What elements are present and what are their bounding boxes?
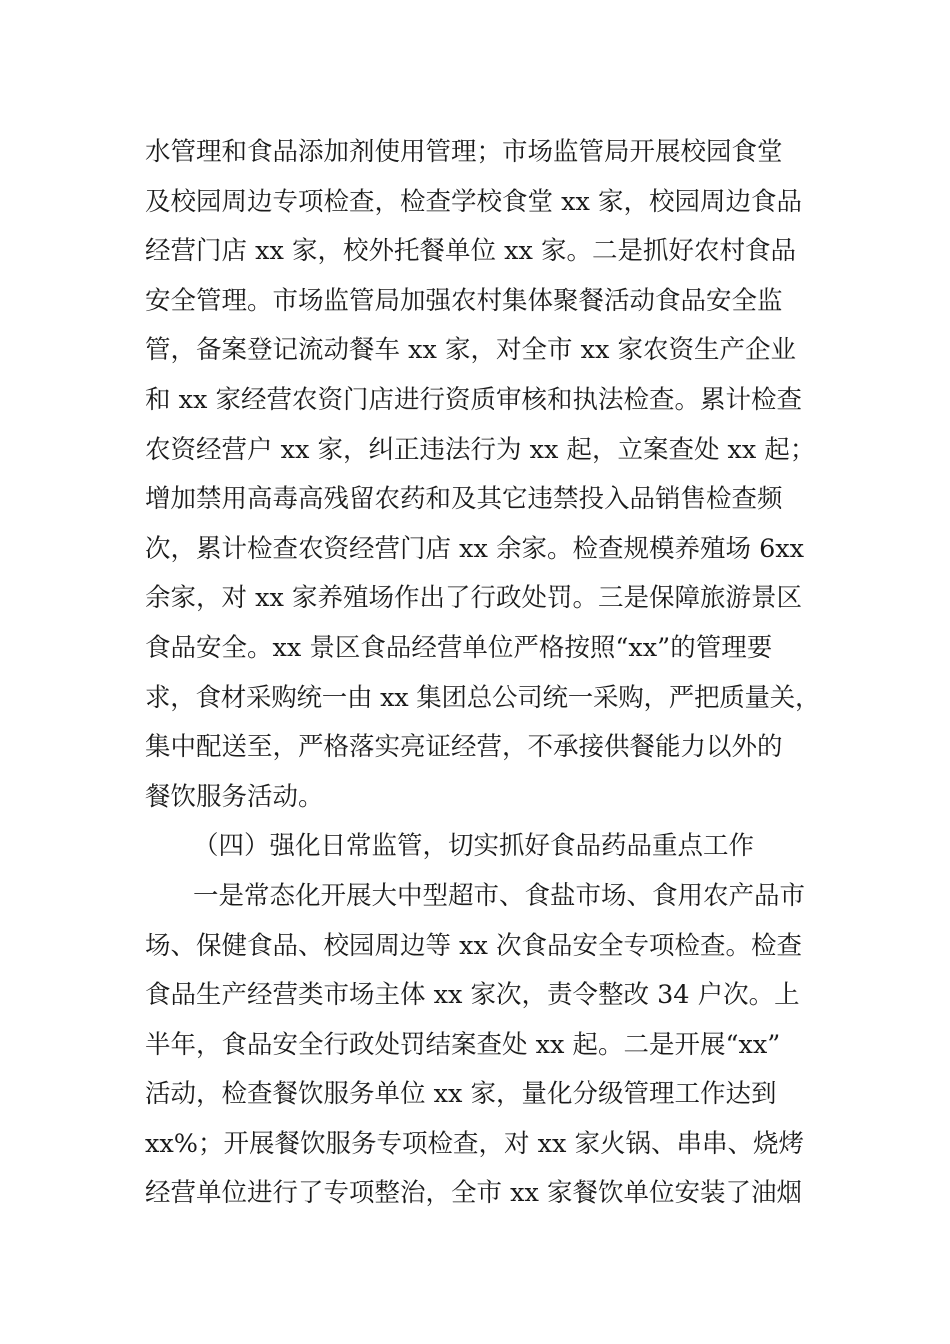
text-line: 农资经营户 xx 家，纠正违法行为 xx 起，立案查处 xx 起；	[145, 434, 816, 465]
text-line: 余家，对 xx 家养殖场作出了行政处罚。三是保障旅游景区	[145, 583, 802, 614]
text-line: 食品安全。xx 景区食品经营单位严格按照“xx”的管理要	[145, 632, 773, 663]
text-line: 安全管理。市场监管局加强农村集体聚餐活动食品安全监	[145, 285, 783, 316]
text-line: 食品生产经营类市场主体 xx 家次，责令整改 34 户次。上	[145, 980, 800, 1011]
text-line: xx%；开展餐饮服务专项检查，对 xx 家火锅、串串、烧烤	[145, 1128, 804, 1159]
text-line: 和 xx 家经营农资门店进行资质审核和执法检查。累计检查	[145, 384, 802, 415]
text-line: 半年，食品安全行政处罚结案查处 xx 起。二是开展“xx”	[145, 1029, 781, 1060]
text-line: 一是常态化开展大中型超市、食盐市场、食用农产品市	[193, 880, 806, 911]
text-line: 经营单位进行了专项整治，全市 xx 家餐饮单位安装了油烟	[145, 1178, 802, 1209]
text-line: 经营门店 xx 家，校外托餐单位 xx 家。二是抓好农村食品	[145, 236, 796, 267]
text-line: 集中配送至，严格落实亮证经营，不承接供餐能力以外的	[145, 732, 783, 763]
text-line: 及校园周边专项检查，检查学校食堂 xx 家，校园周边食品	[145, 186, 802, 217]
text-line: 活动，检查餐饮服务单位 xx 家，量化分级管理工作达到	[145, 1079, 777, 1110]
text-line: 餐饮服务活动。	[145, 781, 324, 812]
text-line: 增加禁用高毒高残留农药和及其它违禁投入品销售检查频	[145, 484, 783, 515]
text-line: 求，食材采购统一由 xx 集团总公司统一采购，严把质量关，	[145, 682, 821, 713]
text-line: 次，累计检查农资经营门店 xx 余家。检查规模养殖场 6xx	[145, 533, 805, 564]
body-text	[145, 128, 825, 1219]
text-line: 管，备案登记流动餐车 xx 家，对全市 xx 家农资生产企业	[145, 335, 796, 366]
text-line: 场、保健食品、校园周边等 xx 次食品安全专项检查。检查	[145, 930, 802, 961]
text-line: 水管理和食品添加剂使用管理；市场监管局开展校园食堂	[145, 137, 783, 167]
section-heading: （四）强化日常监管，切实抓好食品药品重点工作	[193, 831, 755, 862]
